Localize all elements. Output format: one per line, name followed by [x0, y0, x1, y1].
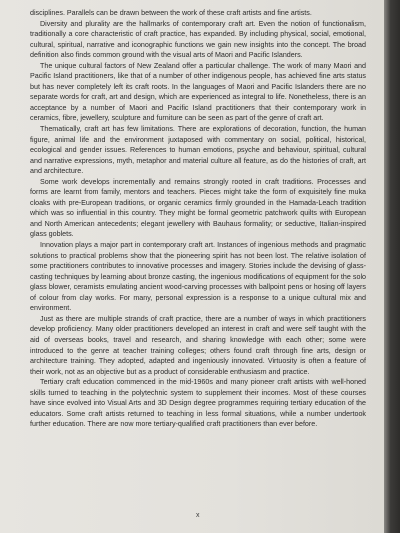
body-text [30, 8, 366, 430]
paragraph-5: Some work develops incrementally and remains strongly rooted in craft traditions. Processes and forms are learnt from family, mentors and teachers. Pieces might take the form of exquisitely fine muka cloaks with pre-European traditions, or organic ceramics firmly grounded in the Hamada-Leach tradition which was so influential in this country. They might be formal geometric patchwork quilts with European and North American antecedents; elegant jewellery with Bauhaus formality; or seductive, Italian-inspired glass goblets. [30, 177, 366, 239]
paragraph-3: The unique cultural factors of New Zealand offer a particular challenge. The work of many Maori and Pacific Island practitioners, like that of a number of other indigenous people, has achieved fine arts status but has never completely left its craft roots. In the languages of Maori and Pacific Islanders there are no separate words for craft, art and design, which are experienced as integral to life. Nonetheless, there is an acceptance by a number of Maori and Pacific Island practitioners that their contemporary work in ceramics, fibre, jewellery, sculpture and furniture can be seen as part of the genre of craft art. [30, 61, 366, 123]
paragraph-6: Innovation plays a major part in contemporary craft art. Instances of ingenious methods and pragmatic solutions to practical problems show that the pioneering spirit has not been lost. The relative isolation of some practitioners contributes to innovative processes and imagery. Stories include the devising of glass-casting techniques by learning about bronze casting, the ingenious modifications of equipment for the solo glass blower, ceramists emulating ancient wood-carving processes with ballpoint pens or hosing off layers of colour from clay works. For many, personal expression is a response to a unique cultural mix and environment. [30, 241, 366, 313]
paragraph-8: Tertiary craft education commenced in the mid-1960s and many pioneer craft artists with well-honed skills turned to teaching in the polytechnic system to supplement their incomes. Most of these courses have since evolved into Visual Arts and 3D Design degree programmes requiring tertiary education of the educators. Some craft artists returned to teaching in less formal situations, while a number undertook further education. There are now more tertiary-qualified craft practitioners than ever before. [30, 378, 366, 429]
book-spine-shadow [384, 0, 400, 533]
page-number: x [196, 512, 200, 519]
paragraph-4: Thematically, craft art has few limitations. There are explorations of decoration, function, the human figure, animal life and the environment juxtaposed with commentary on social, political, historical, ecological and gender issues. References to human emotions, psyche and behaviour, spiritual, cultural and narrative expressions, myth, metaphor and material culture all feature, as do the histories of craft, art and architecture. [30, 125, 366, 176]
paragraph-7: Just as there are multiple strands of craft practice, there are a number of ways in which practitioners develop proficiency. Many older practitioners developed an interest in craft and were self taught with the aid of overseas books, travel and research, and sharing knowledge with each other; some were introduced to the genre at teacher training colleges; others found craft through fine arts, design or architecture training. They adopted, adapted and ingeniously innovated. Virtuosity is often a feature of their work, not as an objective but as a product of considerable enthusiasm and practice. [30, 314, 366, 376]
paragraph-1: disciplines. Parallels can be drawn between the work of these craft artists and fine artists. [30, 9, 312, 17]
paragraph-2: Diversity and plurality are the hallmarks of contemporary craft art. Even the notion of functionalism, traditionally a core characteristic of craft practice, has expanded. By including physical, social, emotional, cultural, spiritual, narrative and iconographic functions we gain new insights into the concept. The broad definition also finds common ground with the visual arts of Maori and Pacific Islanders. [30, 19, 366, 60]
